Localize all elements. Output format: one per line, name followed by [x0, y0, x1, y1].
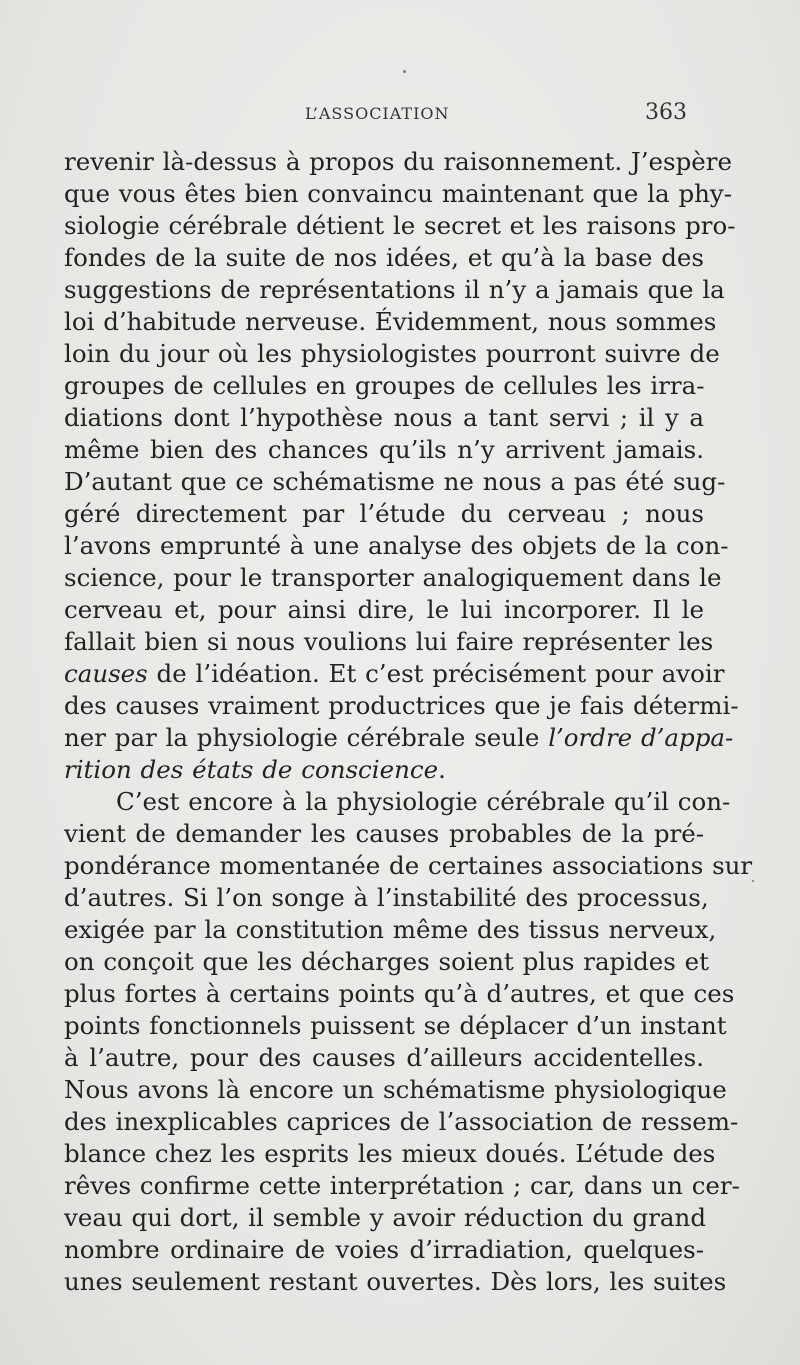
text-segment: science, pour le transporter analogiquement dans le [64, 563, 722, 592]
text-segment: suggestions de représentations il n’y a jamais que la [64, 275, 725, 304]
text-segment: cerveau et, pour ainsi dire, le lui incorporer. Il le [64, 595, 704, 624]
paragraph-2 [64, 786, 753, 1298]
text-line: vient de demander les causes probables de la pré- [64, 819, 704, 848]
text-line [64, 690, 739, 722]
text-line: pondérance momentanée de certaines associations sur [64, 851, 753, 880]
text-segment: revenir là-dessus à propos du raisonnement. J’espère [64, 147, 732, 176]
paper-speck [403, 70, 406, 73]
text-segment: des causes vraiment productrices que je fais détermi- [64, 691, 739, 720]
text-segment: l’ordre d’appa- [548, 723, 734, 752]
text-line [64, 242, 704, 274]
text-segment: fallait bien si nous voulions lui faire représenter les [64, 627, 714, 656]
text-line: nombre ordinaire de voies d’irradiation, quelques- [64, 1235, 704, 1264]
running-head [0, 100, 800, 130]
text-segment: loin du jour où les physiologistes pourront suivre de [64, 339, 720, 368]
text-segment: fondes de la suite de nos idées, et qu’à la base des [64, 243, 704, 272]
text-line: on conçoit que les décharges soient plus rapides et [64, 947, 709, 976]
text-segment: causes [64, 659, 148, 688]
text-line [64, 274, 725, 306]
text-segment: D’autant que ce schématisme ne nous a pas été sug- [64, 467, 726, 496]
body-text [64, 146, 753, 1298]
text-segment: groupes de cellules en groupes de cellules les irra- [64, 371, 705, 400]
text-line [64, 754, 704, 786]
text-line: plus fortes à certains points qu’à d’autres, et que ces [64, 979, 735, 1008]
text-line: à l’autre, pour des causes d’ailleurs accidentelles. [64, 1043, 704, 1072]
text-line: blance chez les esprits les mieux doués. L’étude des [64, 1139, 716, 1168]
text-segment: siologie cérébrale détient le secret et les raisons pro- [64, 211, 736, 240]
text-line [64, 402, 704, 434]
text-line [64, 338, 720, 370]
text-line [64, 178, 733, 210]
text-segment: l’avons emprunté à une analyse des objets de la con- [64, 531, 729, 560]
text-segment: géré directement par l’étude du cerveau ; nous [64, 499, 704, 528]
text-line [64, 562, 722, 594]
text-segment: de l’idéation. Et c’est précisément pour avoir [147, 659, 725, 688]
text-line [64, 626, 714, 658]
text-line: d’autres. Si l’on songe à l’instabilité des processus, [64, 883, 709, 912]
text-line: Nous avons là encore un schématisme physiologique [64, 1075, 727, 1104]
text-line [64, 594, 704, 626]
text-line [64, 466, 726, 498]
text-line: unes seulement restant ouvertes. Dès lors, les suites [64, 1267, 727, 1296]
running-title: L’ASSOCIATION [305, 104, 450, 123]
text-line [64, 210, 736, 242]
page-number: 363 [645, 100, 687, 125]
text-segment: loi d’habitude nerveuse. Évidemment, nous sommes [64, 307, 717, 336]
text-line [64, 146, 732, 178]
text-line [64, 530, 729, 562]
text-segment: que vous êtes bien convaincu maintenant que la phy- [64, 179, 733, 208]
text-line: exigée par la constitution même des tissus nerveux, [64, 915, 717, 944]
text-line: C’est encore à la physiologie cérébrale qu’il con- [116, 787, 731, 816]
text-segment: même bien des chances qu’ils n’y arrivent jamais. [64, 435, 704, 464]
paper-speck [752, 880, 754, 882]
text-line [64, 306, 717, 338]
text-line: rêves confirme cette interprétation ; car, dans un cer- [64, 1171, 740, 1200]
text-segment: diations dont l’hypothèse nous a tant servi ; il y a [64, 403, 704, 432]
text-line [64, 434, 704, 466]
text-line: points fonctionnels puissent se déplacer d’un instant [64, 1011, 727, 1040]
text-line [64, 370, 704, 402]
text-line [64, 658, 725, 690]
paragraph-1 [64, 146, 739, 786]
text-line [64, 498, 704, 530]
text-line [64, 722, 734, 754]
text-segment: ner par la physiologie cérébrale seule [64, 723, 549, 752]
text-line: des inexplicables caprices de l’association de ressem- [64, 1107, 739, 1136]
text-segment: . [438, 755, 446, 784]
text-segment: rition des états de conscience [64, 755, 439, 784]
text-line: veau qui dort, il semble y avoir réduction du grand [64, 1203, 707, 1232]
